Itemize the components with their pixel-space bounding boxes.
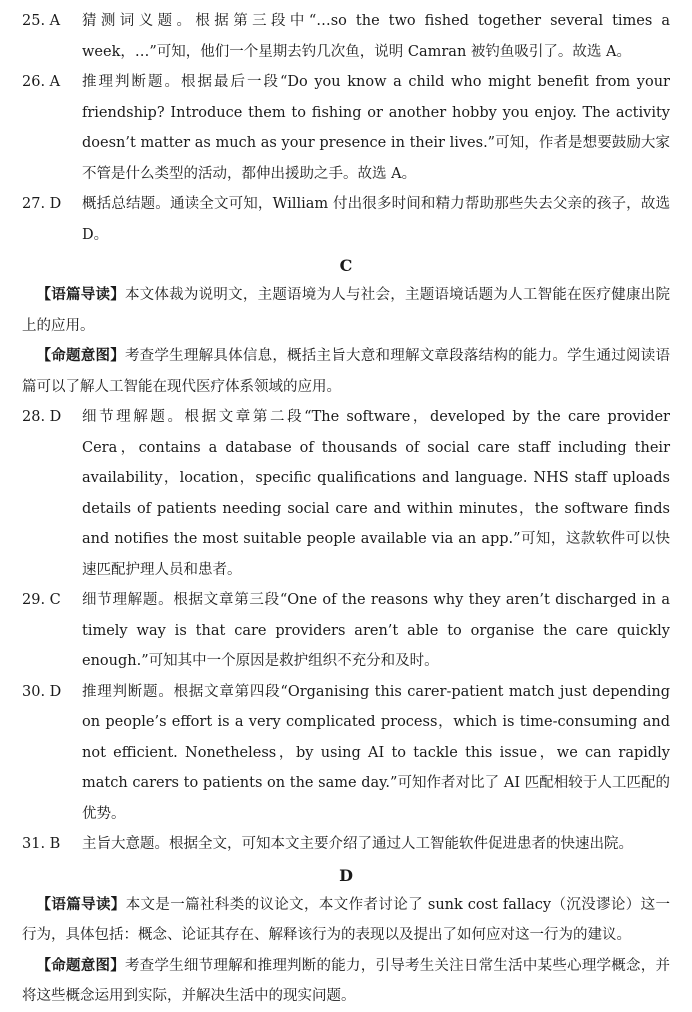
intent-text: 考查学生细节理解和推理判断的能力，引导考生关注日常生活中某些心理学概念，并将这些概念运用到实际，并解决生活中的现实问题。 — [22, 957, 671, 1004]
answer-number: 27. D — [22, 196, 62, 212]
answer-item-26 — [22, 67, 670, 189]
discourse-guide-c — [22, 280, 670, 341]
answer-number: 31. B — [22, 836, 61, 852]
answer-item-29 — [22, 585, 670, 677]
intent-tag: 【命题意图】 — [36, 347, 125, 364]
answer-number: 29. C — [22, 592, 61, 608]
answer-explanation: 概括总结题。通读全文可知，William 付出很多时间和精力帮助那些失去父亲的孩子，故选 D。 — [82, 196, 670, 243]
answer-number: 26. A — [22, 74, 61, 90]
discourse-guide-d — [22, 890, 670, 951]
answer-item-28 — [22, 402, 670, 585]
guide-tag: 【语篇导读】 — [36, 895, 126, 913]
answer-number: 28. D — [22, 409, 62, 425]
answer-explanation: 细节理解题。根据文章第二段“The software，developed by the care provider Cera，contains a database of thousands of social care staff including their availability，location，specific qualifications and language. NHS staff uploads details of patients needing social care and within minutes，the software finds and notifies the most suitable people available via an app.”可知，这款软件可以快速匹配护理人员和患者。 — [82, 409, 670, 578]
answer-explanation: 推理判断题。根据文章第四段“Organising this carer-patient match just depending on people’s effort is a very complicated process，which is time-consuming and not efficient. Nonetheless，by using AI to tackle this issue，we can rapidly match carers to patients on the same day.”可知作者对比了 AI 匹配相较于人工匹配的优势。 — [82, 683, 670, 822]
intent-tag: 【命题意图】 — [36, 956, 125, 974]
question-intent-c — [22, 341, 670, 402]
answer-item-25 — [22, 6, 670, 67]
answer-item-31 — [22, 829, 670, 860]
section-heading-c: C — [339, 256, 353, 275]
answer-item-30 — [22, 677, 670, 830]
section-heading-d: D — [339, 865, 353, 885]
answer-item-27 — [22, 189, 670, 250]
answer-number: 25. A — [22, 13, 61, 29]
guide-tag: 【语篇导读】 — [36, 286, 125, 303]
answer-explanation: 主旨大意题。根据全文，可知本文主要介绍了通过人工智能软件促进患者的快速出院。 — [82, 836, 633, 852]
answer-explanation: 猜测词义题。根据第三段中“…so the two fished together several times a week，…”可知，他们一个星期去钓几次鱼，说明 Camran 被钓鱼吸引了。故选 A。 — [82, 13, 670, 60]
answer-number: 30. D — [22, 683, 62, 700]
question-intent-d — [22, 951, 670, 1012]
answer-explanation: 推理判断题。根据最后一段“Do you know a child who might benefit from your friendship? Introduce them to fishing or another hobby you enjoy. The activity doesn’t matter as much as your presence in their lives.”可知，作者是想要鼓励大家不管是什么类型的活动，都伸出援助之手。故选 A。 — [82, 74, 670, 182]
guide-text: 本文是一篇社科类的议论文，本文作者讨论了 sunk cost fallacy（沉没谬论）这一行为，具体包括：概念、论证其存在、解释该行为的表现以及提出了如何应对这一行为的建议。 — [22, 896, 671, 943]
guide-text: 本文体裁为说明文，主题语境为人与社会，主题语境话题为人工智能在医疗健康出院上的应用。 — [22, 287, 671, 334]
intent-text: 考查学生理解具体信息，概括主旨大意和理解文章段落结构的能力。学生通过阅读语篇可以了解人工智能在现代医疗体系领域的应用。 — [22, 348, 671, 395]
answer-explanation: 细节理解题。根据文章第三段“One of the reasons why they aren’t discharged in a timely way is that care providers aren’t able to organise the care quickly enough.”可知其中一个原因是救护组织不充分和及时。 — [82, 592, 670, 669]
